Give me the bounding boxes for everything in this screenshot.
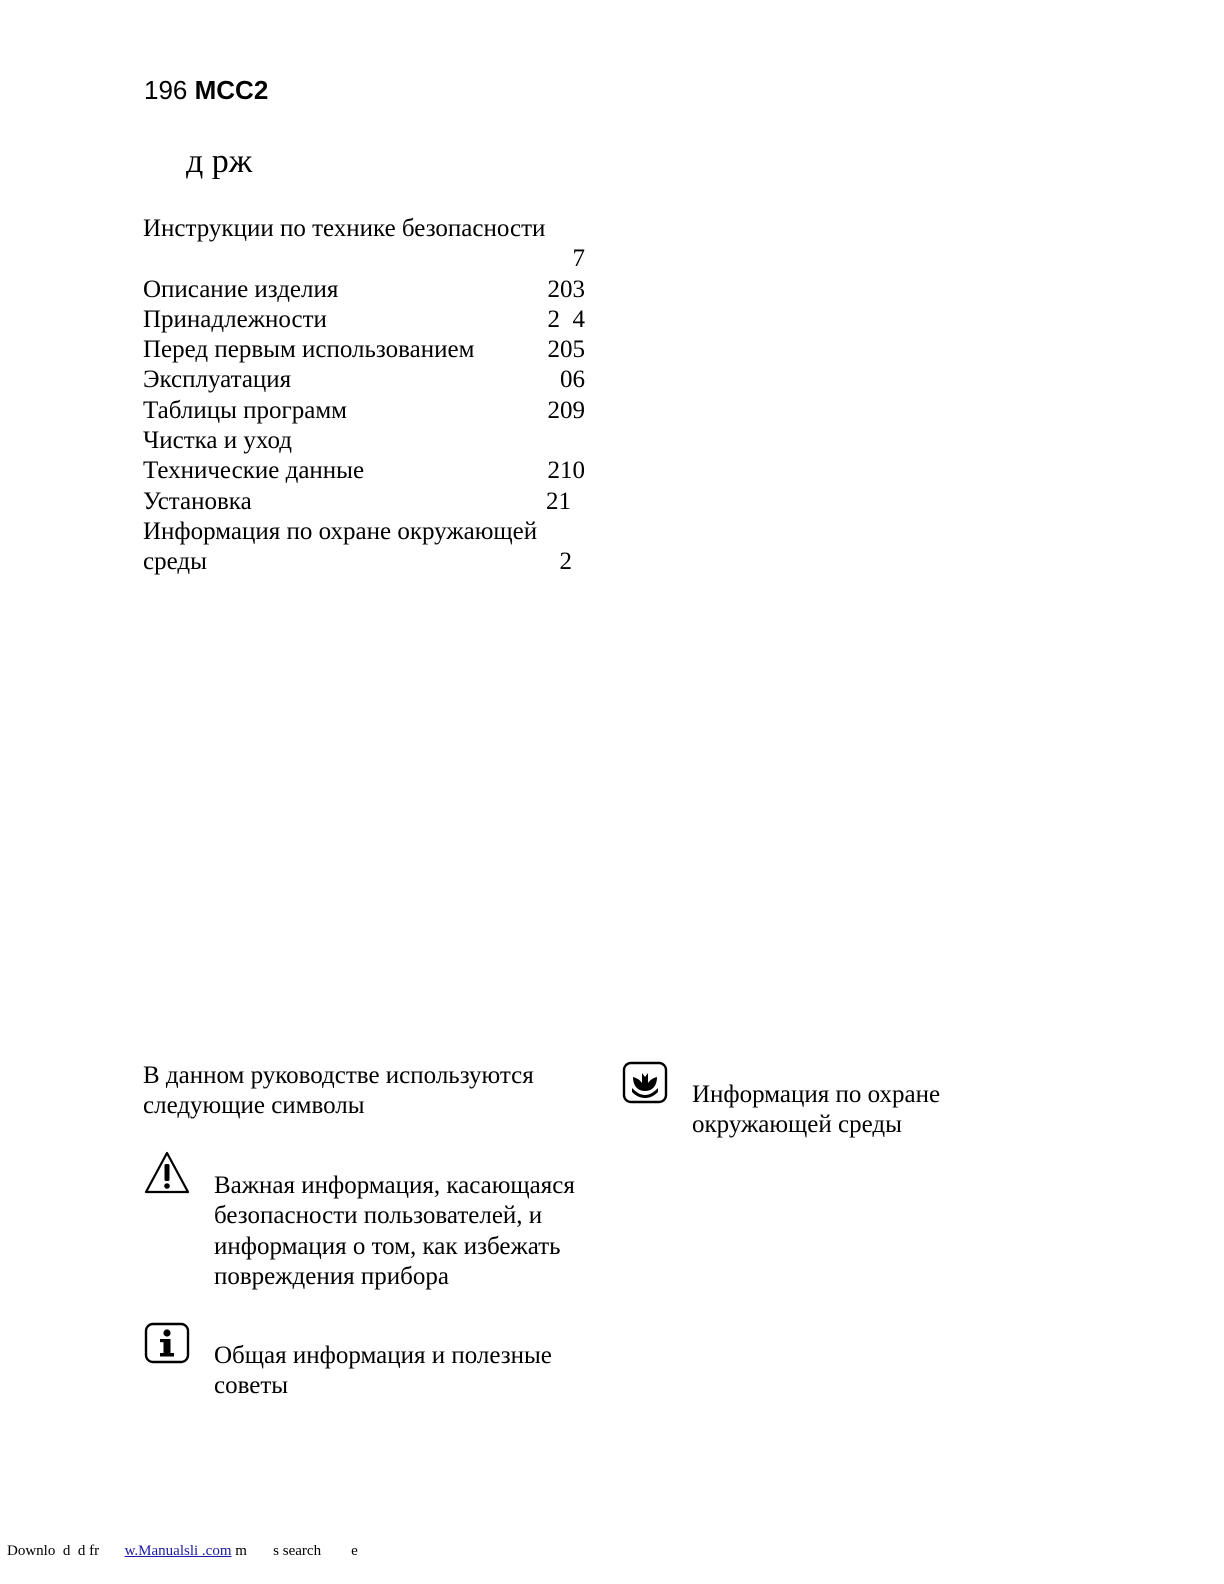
toc-label: Эксплуатация — [143, 366, 292, 394]
toc-entry-technical-data[interactable] — [143, 456, 593, 486]
toc-page: 203 — [547, 275, 585, 303]
footer-suffix: m s search e — [235, 1543, 358, 1559]
toc-label: Описание изделия — [143, 275, 339, 303]
toc-page: 21 — [546, 487, 571, 515]
toc-entry-installation[interactable] — [143, 487, 593, 517]
warning-description: Важная информация, касающаяся безопасности пользователей, и информация о том, как избежать повреждения прибора — [214, 1172, 575, 1290]
page-header — [144, 74, 268, 106]
toc-page: 205 — [547, 336, 585, 364]
environment-flower-icon — [622, 1061, 668, 1110]
toc-label: Информация по охране окружающей среды — [143, 517, 538, 576]
toc-label: Технические данные — [143, 457, 365, 485]
toc-label: Принадлежности — [143, 305, 327, 333]
toc-entry-program-tables[interactable] — [143, 396, 593, 426]
toc-page: 209 — [547, 396, 585, 424]
warning-triangle-icon — [143, 1150, 191, 1201]
info-icon — [144, 1322, 190, 1369]
footer-prefix: Downlo d d fr — [7, 1543, 100, 1559]
page-number: 196 — [144, 75, 188, 105]
table-of-contents — [143, 214, 593, 578]
page-title: д рж — [186, 143, 253, 180]
toc-label: Чистка и уход — [143, 427, 292, 455]
symbols-intro: В данном руководстве используются следующие символы — [143, 1062, 534, 1120]
toc-label: Инструкции по технике безопасности — [143, 215, 546, 242]
toc-entry-first-use[interactable] — [143, 335, 593, 365]
toc-page: 06 — [560, 366, 585, 394]
environment-description: Информация по охране окружающей среды — [692, 1081, 941, 1139]
toc-page: 2 — [559, 548, 572, 576]
toc-page: 7 — [572, 245, 585, 273]
info-description: Общая информация и полезные советы — [214, 1342, 552, 1400]
manualslib-link[interactable]: w.Manualsli .com — [124, 1543, 232, 1559]
download-footer — [7, 1541, 358, 1561]
toc-label: Перед первым использованием — [143, 336, 475, 364]
toc-entry-safety[interactable] — [143, 214, 593, 275]
toc-entry-cleaning[interactable] — [143, 426, 593, 456]
toc-entry-environment[interactable] — [143, 517, 573, 578]
toc-entry-description[interactable] — [143, 275, 593, 305]
toc-page: 2 4 — [547, 305, 585, 333]
toc-page: 210 — [547, 457, 585, 485]
toc-entry-accessories[interactable] — [143, 305, 593, 335]
toc-entry-operation[interactable] — [143, 365, 593, 395]
model-name: MCC2 — [194, 75, 269, 105]
toc-label: Установка — [143, 487, 252, 515]
toc-label: Таблицы программ — [143, 396, 347, 424]
